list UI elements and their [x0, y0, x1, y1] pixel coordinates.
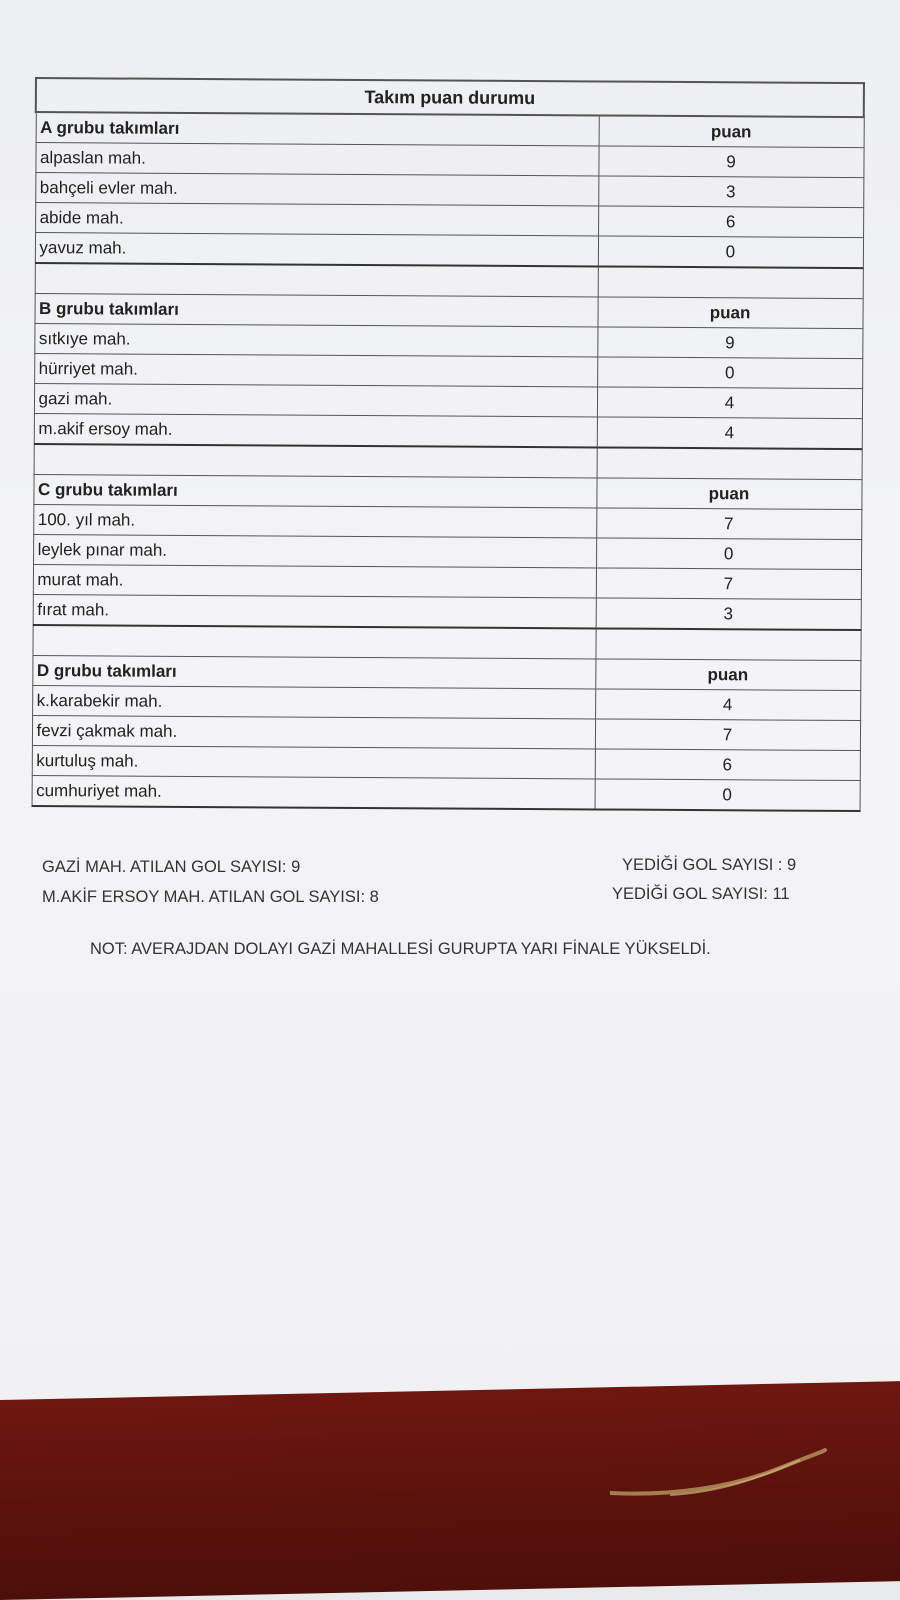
- team-name: abide mah.: [35, 203, 598, 236]
- team-points: 0: [596, 538, 861, 570]
- gazi-goals-conceded: YEDİĞİ GOL SAYISI : 9: [622, 856, 797, 874]
- group-header-row-d: [32, 655, 860, 690]
- team-points: 4: [597, 387, 862, 419]
- spacer-row: [32, 625, 860, 661]
- team-name: cumhuriyet mah.: [32, 775, 595, 809]
- team-points: 7: [596, 508, 861, 540]
- table-row: [32, 715, 860, 750]
- team-points: 9: [597, 327, 862, 359]
- team-name: hürriyet mah.: [34, 354, 597, 387]
- spacer-row: [35, 263, 863, 299]
- team-points: 3: [596, 598, 861, 630]
- empty-cell: [597, 447, 862, 479]
- team-name: sıtkıye mah.: [34, 324, 597, 357]
- team-name: yavuz mah.: [35, 233, 598, 267]
- team-name: k.karabekir mah.: [32, 685, 595, 718]
- table-row: [35, 173, 863, 208]
- desk-scratch-mark: [610, 1448, 840, 1508]
- akif-goals-scored: M.AKİF ERSOY MAH. ATILAN GOL SAYISI: 8: [42, 888, 379, 906]
- table-row: [32, 775, 860, 811]
- group-b-header: B grubu takımları: [34, 294, 597, 327]
- team-points: 4: [595, 689, 860, 721]
- team-points: 0: [595, 779, 860, 811]
- standings-table: [31, 77, 865, 812]
- points-header: puan: [599, 115, 864, 147]
- points-header: puan: [595, 659, 860, 691]
- empty-cell: [35, 263, 598, 297]
- table-title: Takım puan durumu: [36, 78, 864, 117]
- group-a-header: A grubu takımları: [36, 112, 599, 146]
- team-points: 3: [598, 176, 863, 208]
- empty-cell: [595, 628, 860, 660]
- table-row: [32, 685, 860, 720]
- points-header: puan: [597, 297, 862, 329]
- team-points: 7: [596, 568, 861, 600]
- table-row: [33, 594, 861, 630]
- table-row: [34, 413, 862, 449]
- team-points: 0: [597, 357, 862, 389]
- team-points: 0: [598, 236, 863, 268]
- gazi-goals-scored: GAZİ MAH. ATILAN GOL SAYISI: 9: [42, 858, 301, 876]
- team-name: fevzi çakmak mah.: [32, 715, 595, 748]
- team-name: leylek pınar mah.: [33, 534, 596, 567]
- group-d-header: D grubu takımları: [32, 655, 595, 688]
- team-name: kurtuluş mah.: [32, 745, 595, 778]
- team-name: gazi mah.: [34, 384, 597, 417]
- empty-cell: [32, 625, 595, 659]
- table-row: [35, 233, 863, 269]
- group-c-header: C grubu takımları: [33, 474, 596, 507]
- team-name: fırat mah.: [33, 594, 596, 628]
- spacer-row: [34, 444, 862, 480]
- team-name: m.akif ersoy mah.: [34, 413, 597, 447]
- empty-cell: [34, 444, 597, 478]
- team-points: 7: [595, 719, 860, 751]
- group-header-row-a: [36, 112, 864, 148]
- average-note: NOT: AVERAJDAN DOLAYI GAZİ MAHALLESİ GURUPTA YARI FİNALE YÜKSELDİ.: [90, 940, 711, 958]
- team-name: bahçeli evler mah.: [35, 173, 598, 206]
- empty-cell: [598, 266, 863, 298]
- points-header: puan: [596, 478, 861, 510]
- team-points: 6: [598, 206, 863, 238]
- team-name: murat mah.: [33, 564, 596, 597]
- group-header-row-c: [33, 474, 861, 509]
- team-name: alpaslan mah.: [35, 143, 598, 176]
- team-name: 100. yıl mah.: [33, 504, 596, 537]
- team-points: 6: [595, 749, 860, 781]
- team-points: 4: [597, 417, 862, 449]
- group-header-row-b: [34, 294, 862, 329]
- akif-goals-conceded: YEDİĞİ GOL SAYISI: 11: [612, 885, 790, 903]
- table-row: [33, 534, 861, 569]
- team-points: 9: [598, 146, 863, 178]
